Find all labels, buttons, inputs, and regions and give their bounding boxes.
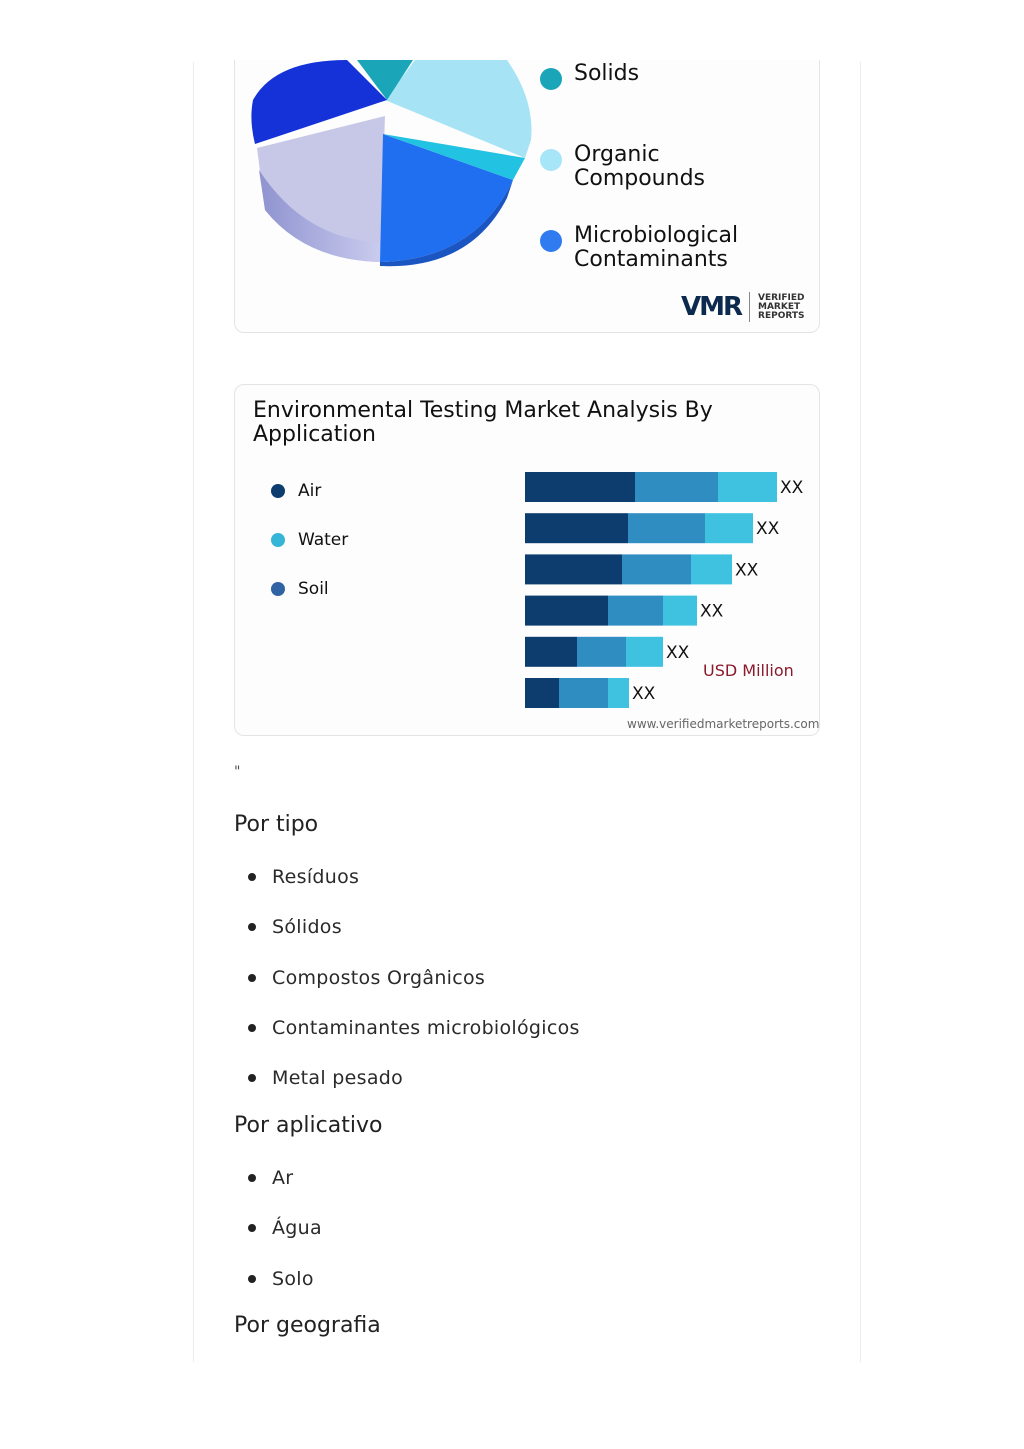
bar-segment-soil-4 <box>608 596 663 626</box>
bullet-icon <box>248 1024 256 1032</box>
bar-segment-water-6 <box>608 678 629 708</box>
bullet-icon <box>248 923 256 931</box>
bar-segment-air-4 <box>525 596 608 626</box>
logo-words: VERIFIED MARKET REPORTS <box>758 292 805 321</box>
bullet-icon <box>248 1275 256 1283</box>
legend-water: Water <box>271 530 348 550</box>
source-url: www.verifiedmarketreports.com <box>627 717 820 731</box>
bar-segment-air-1 <box>525 472 635 502</box>
vmr-logo: VMR VERIFIED MARKET REPORTS <box>681 292 805 322</box>
bar-data-label-1: XX <box>780 478 804 498</box>
stacked-bar-chart <box>235 385 819 735</box>
list-item: Ar <box>248 1153 322 1203</box>
heading-por-aplicativo: Por aplicativo <box>234 1113 383 1138</box>
bar-segment-air-5 <box>525 637 577 667</box>
list-item: Água <box>248 1203 322 1253</box>
list-item: Metal pesado <box>248 1053 580 1103</box>
legend-soil: Soil <box>271 579 329 599</box>
bullet-icon <box>248 1074 256 1082</box>
bar-segment-soil-1 <box>635 472 718 502</box>
bar-segment-air-3 <box>525 554 622 584</box>
list-item: Contaminantes microbiológicos <box>248 1003 580 1053</box>
list-por-tipo <box>248 852 580 1103</box>
bar-segment-water-5 <box>626 637 663 667</box>
bullet-icon <box>248 1174 256 1182</box>
legend-dot-icon <box>540 68 562 90</box>
bar-segment-air-6 <box>525 678 559 708</box>
chart-title: Environmental Testing Market Analysis By Application <box>253 398 713 447</box>
list-por-aplicativo <box>248 1153 322 1304</box>
bar-data-label-6: XX <box>632 684 656 704</box>
list-item: Sólidos <box>248 902 580 952</box>
legend-dot-icon <box>540 230 562 252</box>
bullet-icon <box>248 1224 256 1232</box>
bar-data-label-2: XX <box>756 519 780 540</box>
heading-por-geografia: Por geografia <box>234 1313 381 1338</box>
bullet-icon <box>248 873 256 881</box>
bar-segment-soil-5 <box>577 637 626 667</box>
bar-segment-soil-6 <box>559 678 608 708</box>
legend-air: Air <box>271 481 321 501</box>
legend-microbiological-contaminants: Microbiological Contaminants <box>540 224 794 272</box>
legend-organic-compounds: Organic Compounds <box>540 143 794 191</box>
legend-dot-icon <box>540 149 562 171</box>
unit-label: USD Million <box>703 661 794 680</box>
bar-data-label-5: XX <box>666 642 690 663</box>
application-chart-card <box>234 384 820 736</box>
bar-segment-water-4 <box>663 596 697 626</box>
list-item: Resíduos <box>248 852 580 902</box>
bar-segment-water-2 <box>705 513 753 543</box>
legend-solids: Solids <box>540 62 794 90</box>
bar-segment-soil-3 <box>622 554 691 584</box>
type-chart-card <box>234 60 820 333</box>
heading-por-tipo: Por tipo <box>234 812 319 837</box>
bullet-icon <box>248 974 256 982</box>
list-item: Solo <box>248 1254 322 1304</box>
list-item: Compostos Orgânicos <box>248 953 580 1003</box>
bar-data-label-4: XX <box>700 601 724 622</box>
bar-segment-air-2 <box>525 513 628 543</box>
bar-segment-soil-2 <box>628 513 705 543</box>
bar-data-label-3: XX <box>735 560 759 581</box>
quote-mark: " <box>234 764 241 780</box>
logo-divider <box>749 292 750 322</box>
bar-segment-water-3 <box>691 554 732 584</box>
bar-segment-water-1 <box>718 472 777 502</box>
